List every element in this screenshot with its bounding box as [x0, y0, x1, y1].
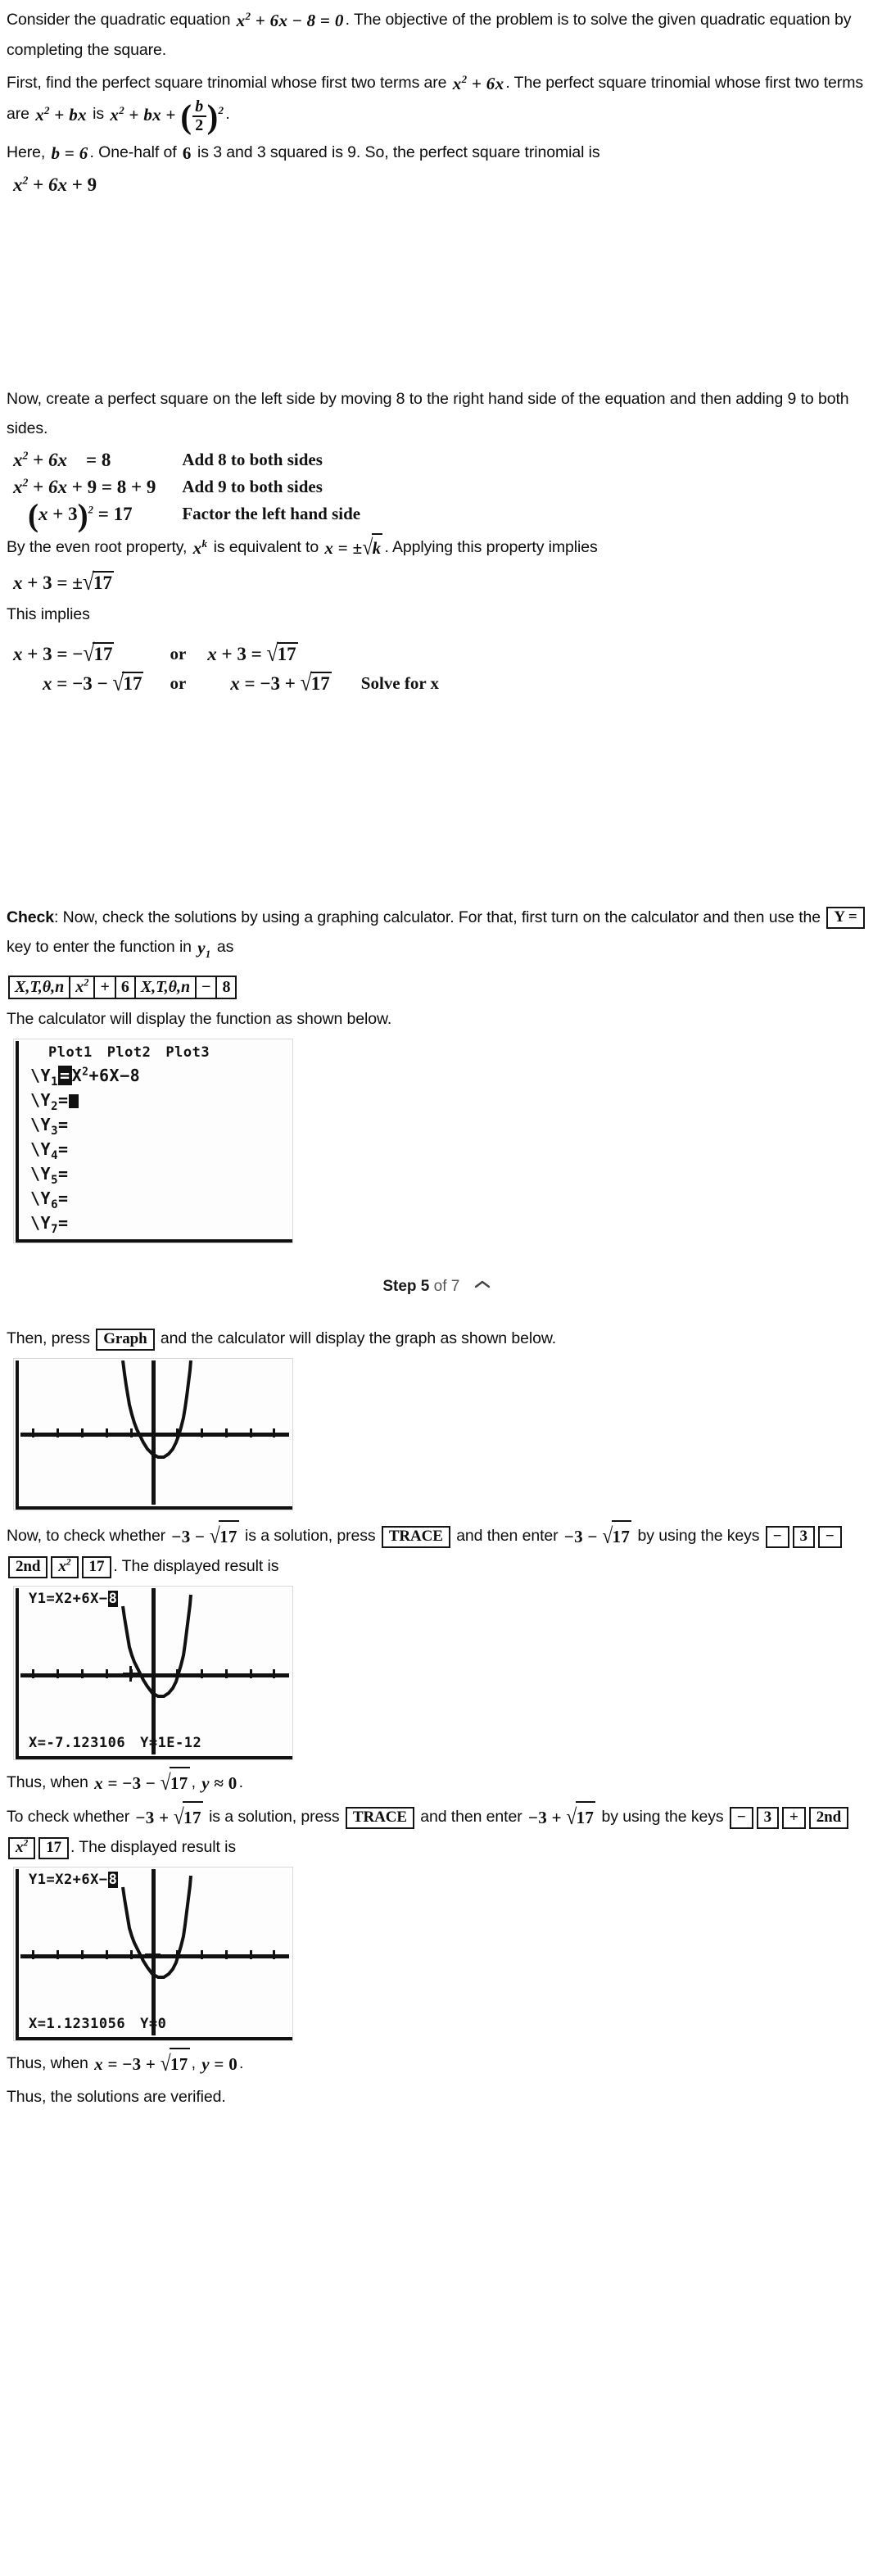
trace2-seg1: To check whether: [7, 1808, 130, 1827]
trace1-seg3: and then enter: [456, 1527, 559, 1546]
key-sequence-function-entry: [10, 976, 866, 999]
step-note-1: Add 8 to both sides: [182, 449, 323, 469]
plot1-label[interactable]: Plot1: [48, 1044, 93, 1062]
here-b-paragraph: [7, 138, 866, 168]
key-trace-2[interactable]: TRACE: [346, 1807, 414, 1829]
plot3-label[interactable]: Plot3: [165, 1044, 210, 1062]
psq-math-completed: $x^2$ + bx + ( $\frac{b}{2}$ )$^2$: [110, 97, 224, 135]
y1-line[interactable]: $\backslash Y_1 = X^2+6X-8$: [30, 1066, 141, 1089]
key-2nd-a[interactable]: 2nd: [8, 1556, 47, 1578]
evenroot-seg1: By the even root property,: [7, 538, 188, 557]
solution-row2-right: x = −3 + √17: [230, 668, 330, 697]
trace1-x-value: X=-7.123106: [29, 1735, 126, 1752]
thus-when-paragraph-2: [7, 2048, 866, 2079]
table-row: [13, 500, 360, 528]
solution-row2-note: Solve for x: [360, 672, 440, 693]
trace2-y-value: Y=0: [140, 2016, 167, 2033]
step-equation-1: $x^2 + 6x$ = 8: [13, 449, 111, 470]
key-8[interactable]: 8: [215, 976, 237, 999]
trace1-seg4: by using the keys: [637, 1527, 760, 1546]
psq-seg4: .: [225, 104, 230, 123]
calculator-y-editor-screen: [13, 1039, 293, 1243]
even-root-paragraph: [7, 533, 866, 562]
trace1-math-root-minus-2: −3 − √17: [563, 1520, 633, 1551]
key-17-b[interactable]: 17: [38, 1837, 69, 1859]
create-perfect-square-paragraph: Now, create a perfect square on the left side by moving 8 to the right hand side of the equation and then adding 9 to both sides.: [7, 389, 849, 437]
key-plus-1[interactable]: +: [93, 976, 115, 999]
step-equation-2: $x^2 + 6x + 9 = 8 + 9$: [13, 476, 156, 497]
key-17-a[interactable]: 17: [82, 1556, 112, 1578]
table-row: [13, 446, 360, 473]
check-math-y1: $y_1$: [197, 938, 211, 961]
calculator-trace-screen-1: [13, 1586, 293, 1760]
psq-seg2: . The perfect square trinomial whose first two terms are: [7, 74, 863, 123]
intro-paragraph: [7, 5, 866, 65]
key-trace-1[interactable]: TRACE: [382, 1526, 450, 1548]
trace1-plot-area: [20, 1588, 289, 1754]
trace1-seg5: . The displayed result is: [113, 1557, 279, 1576]
evenroot-seg3: . Applying this property implies: [384, 538, 598, 557]
key-x-squared-b[interactable]: $x^2$: [8, 1837, 35, 1859]
graph-seg1: Then, press: [7, 1329, 90, 1348]
y6-line[interactable]: $\backslash Y_6=$: [30, 1188, 69, 1212]
trace2-readout: [29, 2016, 166, 2032]
solution-row1-left: x + 3 = −√17: [13, 639, 113, 668]
key-neg-2[interactable]: −: [730, 1807, 753, 1829]
trace1-paragraph: [7, 1520, 866, 1581]
key-3-b[interactable]: 3: [757, 1807, 779, 1829]
step-total: of 7: [433, 1278, 460, 1296]
check-seg1: : Now, check the solutions by using a graphing calculator. For that, first turn on the calculator and then use the: [54, 908, 821, 927]
psq-math-x2-6x: $x^2 + 6x$: [452, 73, 504, 93]
key-minus-1[interactable]: −: [195, 976, 217, 999]
table-row: [13, 668, 439, 698]
solutions-table: [13, 639, 439, 698]
even-root-result: x + 3 = ±√17: [13, 568, 112, 596]
y5-line[interactable]: $\backslash Y_5=$: [30, 1164, 69, 1188]
parabola-curve: [20, 1588, 291, 1736]
trace2-paragraph: [7, 1801, 866, 1862]
trace2-function-label: Y1=X2+6X−8: [29, 1872, 118, 1889]
calculator-trace-screen-2: [13, 1867, 293, 2041]
evenroot-seg2: is equivalent to: [213, 538, 319, 557]
check-paragraph: [7, 903, 866, 969]
thus2-math-x: x = −3 + √17: [93, 2048, 191, 2079]
here-seg2: . One-half of: [89, 143, 177, 161]
press-graph-paragraph: [7, 1324, 866, 1353]
trace2-x-value: X=1.1231056: [29, 2016, 126, 2033]
here-seg1: Here,: [7, 143, 46, 161]
key-6[interactable]: 6: [115, 976, 136, 999]
key-2nd-b[interactable]: 2nd: [809, 1807, 848, 1829]
evenroot-math-xk: $x^k$: [192, 537, 208, 559]
thus2-seg3: .: [239, 2054, 244, 2073]
here-seg3: is 3 and 3 squared is 9. So, the perfect square trinomial is: [197, 143, 600, 161]
y4-line[interactable]: $\backslash Y_4=$: [30, 1139, 69, 1163]
graph-plot-area: [20, 1360, 289, 1505]
calculator-graph-screen: [13, 1358, 293, 1510]
trace2-seg4: by using the keys: [601, 1808, 724, 1827]
y3-line[interactable]: $\backslash Y_3=$: [30, 1115, 69, 1139]
trace1-seg2: is a solution, press: [245, 1527, 376, 1546]
key-graph[interactable]: Graph: [96, 1329, 154, 1351]
key-minus-a[interactable]: −: [818, 1526, 842, 1548]
or-label-2: or: [170, 672, 187, 693]
here-math-6: 6: [182, 143, 192, 163]
step-note-2: Add 9 to both sides: [182, 476, 323, 496]
step-note-3: Factor the left hand side: [182, 504, 361, 524]
perfect-square-paragraph: [7, 68, 866, 134]
key-3-a[interactable]: 3: [793, 1526, 815, 1548]
trace2-seg2: is a solution, press: [209, 1808, 340, 1827]
thus-when-paragraph-1: [7, 1767, 866, 1798]
plot2-label[interactable]: Plot2: [106, 1044, 152, 1062]
key-xt0n-1[interactable]: X,T,θ,n: [8, 976, 70, 999]
step-number: Step 5: [382, 1278, 430, 1296]
key-plus-b[interactable]: +: [782, 1807, 806, 1829]
or-label-1: or: [170, 643, 187, 663]
trace1-y-value: Y=1E-12: [140, 1735, 202, 1752]
key-y-equals[interactable]: Y =: [826, 907, 864, 929]
parabola-curve: [20, 1360, 291, 1506]
psq-seg3: is: [93, 104, 105, 123]
plot-indicators: [48, 1044, 224, 1061]
completing-square-steps-table: [13, 446, 361, 533]
this-implies-label: This implies: [7, 605, 90, 624]
table-row: [13, 473, 360, 500]
psq-seg1: First, find the perfect square trinomial whose first two terms are: [7, 74, 447, 92]
thus1-seg2: ,: [191, 1773, 196, 1792]
intro-equation: $x^2 + 6x - 8 = 0$: [236, 10, 344, 30]
trace-cursor: [145, 1947, 161, 1963]
intro-text-before: Consider the quadratic equation: [7, 11, 231, 29]
graph-seg2: and the calculator will display the graph as shown below.: [160, 1329, 557, 1348]
step-equation-3: $(x + 3)^2 = 17$: [28, 497, 133, 533]
check-seg3: as: [216, 938, 234, 957]
calculator-display-caption: The calculator will display the function as shown below.: [7, 1010, 392, 1029]
parabola-curve: [20, 1869, 291, 2017]
check-seg2: key to enter the function in: [7, 938, 192, 957]
thus2-seg1: Thus, when: [7, 2054, 88, 2073]
here-math-b6: b = 6: [51, 143, 88, 163]
evenroot-math-property: x = ±√k: [323, 533, 384, 562]
table-row: [13, 639, 439, 668]
thus2-math-y: y = 0: [201, 2054, 238, 2075]
chevron-up-icon[interactable]: [474, 1276, 491, 1294]
thus1-math-y: y ≈ 0: [201, 1773, 237, 1794]
solution-row1-right: x + 3 = √17: [207, 639, 296, 668]
psq-math-x2-bx: $x^2$ + bx: [35, 103, 87, 124]
intro-text-after: . The objective of the problem is to solve the given quadratic equation by completing the square.: [7, 11, 852, 59]
y2-line[interactable]: $\backslash Y_2=$: [30, 1090, 79, 1113]
trace2-plot-area: [20, 1869, 289, 2035]
thus1-seg3: .: [238, 1773, 243, 1792]
thus1-seg1: Thus, when: [7, 1773, 88, 1792]
key-x-squared-a[interactable]: $x^2$: [51, 1556, 78, 1578]
trace1-math-root-minus: −3 − √17: [170, 1520, 240, 1551]
trace1-seg1: Now, to check whether: [7, 1527, 166, 1546]
thus2-seg2: ,: [191, 2054, 196, 2073]
key-neg-1[interactable]: −: [766, 1526, 789, 1548]
trace2-math-root-plus-2: −3 + √17: [527, 1801, 597, 1832]
trace2-seg3: and then enter: [420, 1808, 522, 1827]
key-xt0n-2[interactable]: X,T,θ,n: [134, 976, 197, 999]
perfect-square-trinomial-result: $x^2 + 6x + 9$: [13, 174, 97, 195]
conclusion-paragraph: Thus, the solutions are verified.: [7, 2088, 226, 2107]
trace2-math-root-plus: −3 + √17: [133, 1801, 204, 1832]
trace-cursor: [123, 1666, 138, 1682]
trace1-readout: [29, 1735, 201, 1751]
thus1-math-x: x = −3 − √17: [93, 1767, 191, 1798]
text-cursor: [69, 1094, 79, 1108]
trace2-seg5: . The displayed result is: [70, 1838, 237, 1857]
trace1-function-label: Y1=X2+6X−8: [29, 1591, 118, 1608]
step-header[interactable]: [7, 1276, 866, 1296]
check-label: Check: [7, 908, 55, 927]
y7-line[interactable]: $\backslash Y_7=$: [30, 1213, 69, 1237]
key-x-squared-1[interactable]: $x^2$: [69, 976, 95, 999]
solution-row2-left: x = −3 − √17: [43, 668, 142, 697]
